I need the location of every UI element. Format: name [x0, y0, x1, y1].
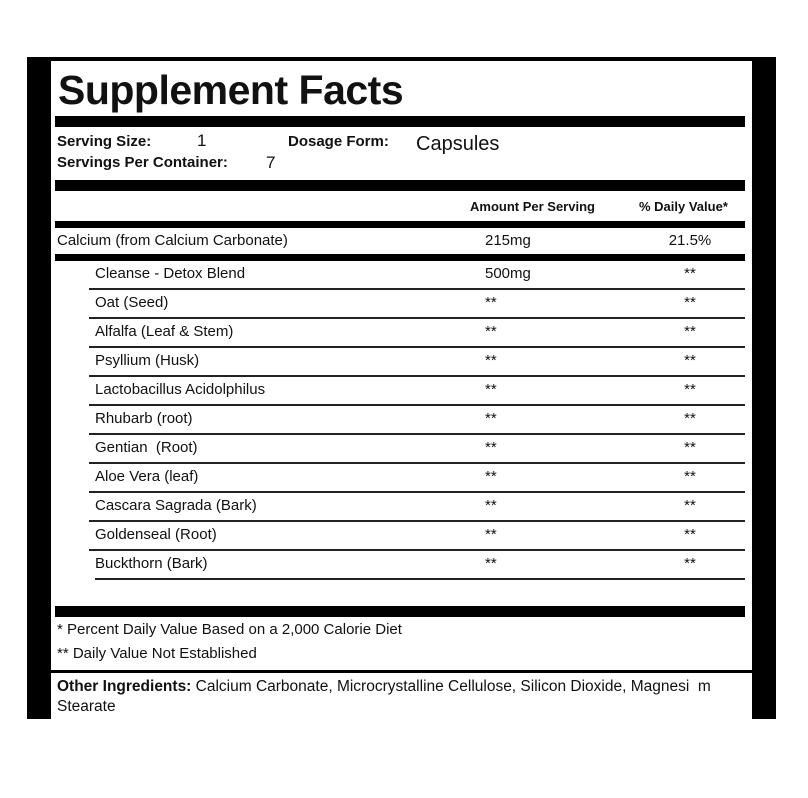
serving-size-value: 1: [197, 131, 207, 150]
nutrient-daily-value: **: [684, 265, 696, 282]
nutrient-amount: 215mg: [485, 232, 531, 249]
divider-thick: [55, 180, 745, 191]
frame-right-border: [752, 57, 776, 719]
nutrient-daily-value: **: [684, 323, 696, 340]
other-ingredients-label: Other Ingredients:: [57, 678, 192, 695]
servings-per-container-label: Servings Per Container:: [57, 154, 228, 171]
row-divider: [95, 578, 745, 580]
table-row: [55, 228, 745, 257]
nutrient-daily-value: **: [684, 294, 696, 311]
table-row: [55, 290, 745, 319]
amount-per-serving-header: Amount Per Serving: [470, 199, 595, 214]
footnote-percent: * Percent Daily Value Based on a 2,000 Calorie Diet: [57, 621, 402, 638]
nutrient-name: Alfalfa (Leaf & Stem): [95, 323, 234, 340]
nutrient-daily-value: **: [684, 410, 696, 427]
nutrient-amount: **: [485, 439, 497, 456]
nutrient-daily-value: **: [684, 497, 696, 514]
nutrient-daily-value: 21.5%: [668, 232, 712, 249]
other-ingredients: [57, 677, 747, 717]
nutrient-daily-value: **: [684, 439, 696, 456]
table-row: [55, 319, 745, 348]
nutrient-daily-value: **: [684, 381, 696, 398]
nutrient-name: Psyllium (Husk): [95, 352, 200, 369]
nutrient-amount: **: [485, 497, 497, 514]
dosage-form-label: Dosage Form:: [288, 133, 389, 150]
nutrient-name: Calcium (from Calcium Carbonate): [57, 232, 288, 249]
table-row: [55, 464, 745, 493]
page-title: Supplement Facts: [58, 67, 404, 113]
nutrient-amount: **: [485, 555, 497, 572]
table-row: [55, 261, 745, 290]
nutrient-amount: **: [485, 294, 497, 311]
nutrient-name: Cleanse - Detox Blend: [95, 265, 246, 282]
nutrient-daily-value: **: [684, 526, 696, 543]
divider-thick: [55, 116, 745, 127]
nutrient-amount: **: [485, 410, 497, 427]
nutrient-amount: **: [485, 526, 497, 543]
table-row: [55, 493, 745, 522]
nutrient-amount: 500mg: [485, 265, 531, 282]
divider-thick: [55, 606, 745, 617]
footnote-not-established: ** Daily Value Not Established: [57, 645, 257, 662]
dosage-form-value: Capsules: [416, 133, 500, 155]
table-row: [55, 377, 745, 406]
nutrient-amount: **: [485, 323, 497, 340]
nutrient-name: Oat (Seed): [95, 294, 169, 311]
nutrient-name: Aloe Vera (leaf): [95, 468, 199, 485]
nutrient-amount: **: [485, 468, 497, 485]
nutrient-amount: **: [485, 352, 497, 369]
nutrient-name: Rhubarb (root): [95, 410, 193, 427]
table-row: [55, 406, 745, 435]
table-row: [55, 551, 745, 580]
daily-value-header: % Daily Value*: [639, 199, 728, 214]
table-row: [55, 348, 745, 377]
other-ingredients-text: Calcium Carbonate, Microcrystalline Cellulose, Silicon Dioxide, Magnesi m Stearate: [57, 678, 716, 715]
servings-per-container-value: 7: [266, 153, 276, 172]
table-row: [55, 522, 745, 551]
serving-size-label: Serving Size:: [57, 133, 152, 150]
nutrient-name: Gentian (Root): [95, 439, 198, 456]
nutrient-amount: **: [485, 381, 497, 398]
nutrient-name: Goldenseal (Root): [95, 526, 217, 543]
divider-thick: [55, 221, 745, 228]
table-row: [55, 435, 745, 464]
nutrient-daily-value: **: [684, 352, 696, 369]
nutrient-name: Lactobacillus Acidolphilus: [95, 381, 266, 398]
nutrient-daily-value: **: [684, 555, 696, 572]
divider-thick: [55, 254, 745, 261]
nutrient-daily-value: **: [684, 468, 696, 485]
nutrient-name: Buckthorn (Bark): [95, 555, 208, 572]
supplement-facts-panel: [51, 61, 752, 673]
nutrient-name: Cascara Sagrada (Bark): [95, 497, 257, 514]
frame-left-border: [27, 57, 51, 719]
